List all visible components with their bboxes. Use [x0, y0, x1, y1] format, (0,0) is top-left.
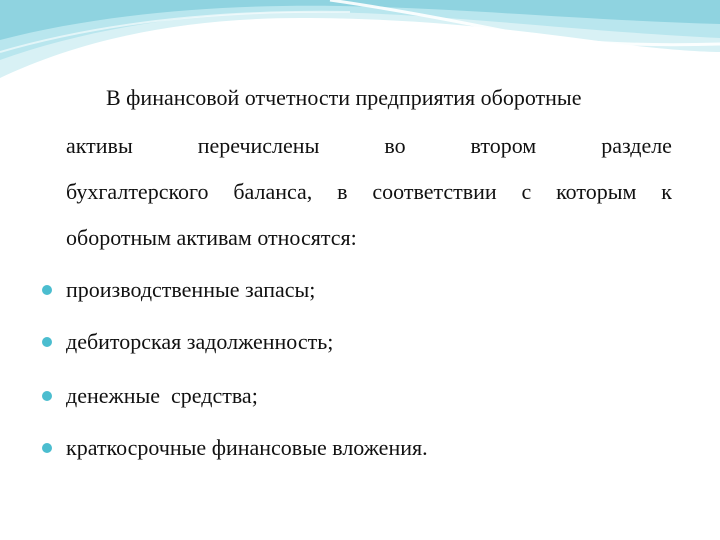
paragraph-line-2: [66, 132, 672, 160]
word: втором: [470, 133, 537, 158]
word: баланса,: [233, 179, 313, 204]
word: активы: [66, 133, 133, 158]
bullet-item: [42, 382, 682, 410]
word: во: [384, 133, 406, 158]
bullet-text: краткосрочные финансовые вложения.: [66, 435, 428, 460]
paragraph-line-1: В финансовой отчетности предприятия оборотные: [106, 85, 582, 110]
bullet-text: производственные запасы;: [66, 277, 316, 302]
word: бухгалтерского: [66, 179, 209, 204]
word: которым: [556, 179, 637, 204]
bullet-dot-icon: [42, 443, 52, 453]
word: перечислены: [197, 133, 320, 158]
bullet-text: дебиторская задолженность;: [66, 329, 334, 354]
bullet-dot-icon: [42, 285, 52, 295]
word: разделе: [601, 133, 672, 158]
word: в: [337, 179, 348, 204]
bullet-dot-icon: [42, 337, 52, 347]
word: соответствии: [372, 179, 497, 204]
word: к: [661, 179, 672, 204]
paragraph-line-3: [66, 178, 672, 206]
word: с: [521, 179, 532, 204]
bullet-item: [42, 328, 682, 356]
bullet-item: [42, 276, 682, 304]
bullet-text: денежные средства;: [66, 383, 258, 408]
paragraph-line-4: оборотным активам относятся:: [66, 225, 357, 250]
bullet-dot-icon: [42, 391, 52, 401]
bullet-item: [42, 434, 682, 462]
